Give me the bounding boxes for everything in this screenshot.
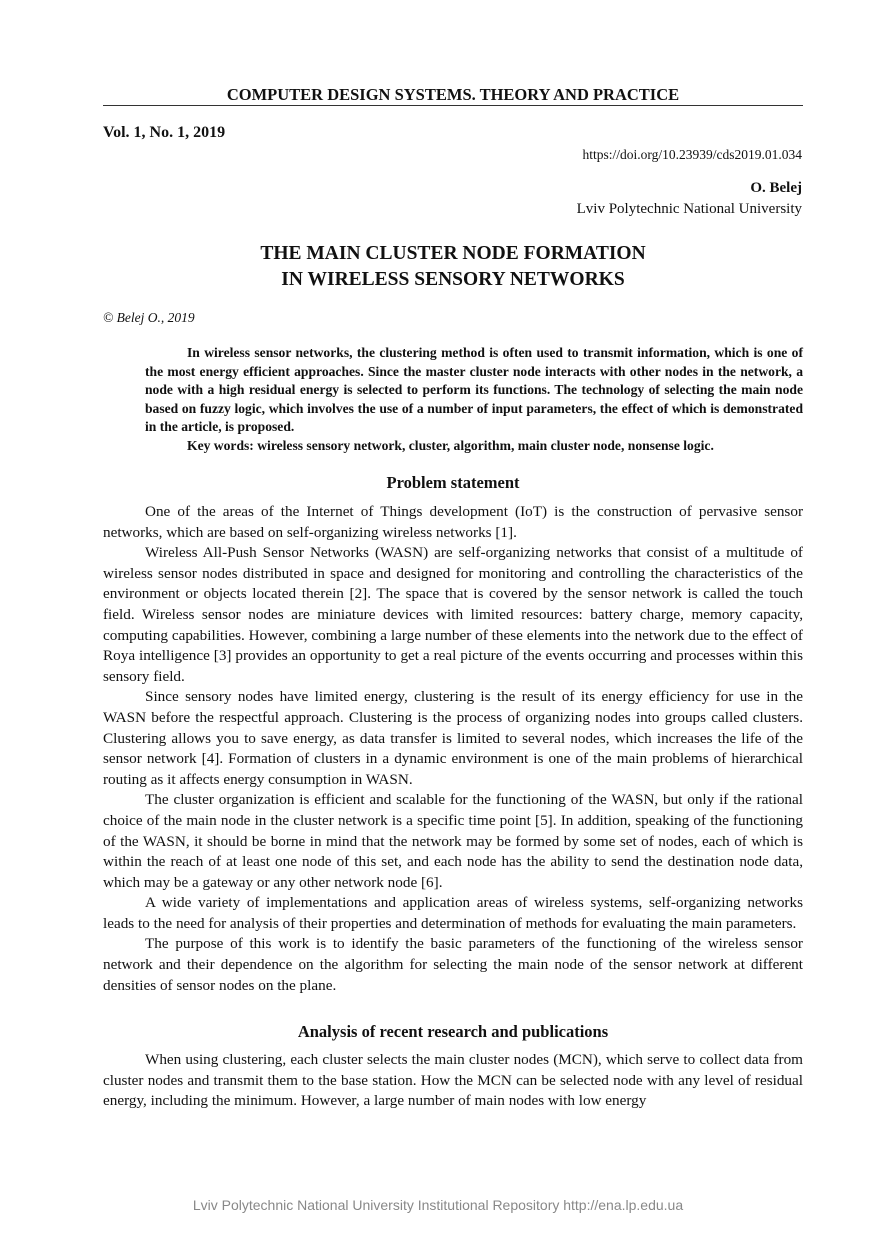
paragraph: One of the areas of the Internet of Things development (IoT) is the construction of pervasive sensor networks, which are based on self-organizing wireless networks [1]. [103,503,803,541]
header-rule [103,105,803,106]
author-name: O. Belej [750,180,802,196]
keywords: Key words: wireless sensory network, cluster, algorithm, main cluster node, nonsense logic. [187,437,714,453]
paragraph: Wireless All-Push Sensor Networks (WASN) are self-organizing networks that consist of a multitude of wireless sensor nodes distributed in space and designed for monitoring and controlling the characteristics of the environment or objects located therein [2]. The space that is covered by the sensor network is called the touch field. Wireless sensor nodes are miniature devices with limited resources: battery charge, memory capacity, computing capabilities. However, combining a large number of these elements into the network due to the effect of Roya intelligence [3] provides an opportunity to get a real picture of the events occurring and processes within this sensory field. [103,544,803,685]
title-line-1: THE MAIN CLUSTER NODE FORMATION [260,243,646,264]
title-line-2: IN WIRELESS SENSORY NETWORKS [281,269,625,290]
doi-link[interactable]: https://doi.org/10.23939/cds2019.01.034 [582,147,802,162]
section-body [103,502,803,996]
paragraph: The cluster organization is efficient and scalable for the functioning of the WASN, but only if the rational choice of the main node in the cluster network is a specific time point [5]. In addition, speaking of the functioning of the WASN, it should be borne in mind that the network may be formed by some set of nodes, each of which is within the reach of at least one node of this set, and each node has the ability to send the destination node data, which may be a gateway or any other network node [6]. [103,791,803,891]
volume-info: Vol. 1, No. 1, 2019 [103,124,226,141]
section-heading: Problem statement [386,473,520,492]
abstract [145,344,803,456]
paragraph: The purpose of this work is to identify the basic parameters of the functioning of the wireless sensor network and their dependence on the algorithm for selecting the main node of the sensor network at different densities of sensor nodes on the plane. [103,935,803,994]
paragraph: When using clustering, each cluster selects the main cluster nodes (MCN), which serve to collect data from cluster nodes and transmit them to the base station. How the MCN can be selected node with any level of residual energy, including the minimum. However, a large number of main nodes with low energy [103,1051,803,1110]
repository-footer: Lviv Polytechnic National University Institutional Repository http://ena.lp.edu.ua [192,1197,684,1213]
paragraph: A wide variety of implementations and application areas of wireless systems, self-organizing networks leads to the need for analysis of their properties and determination of methods for evaluating the main parameters. [103,894,803,932]
section-heading: Analysis of recent research and publications [297,1022,609,1041]
paper-title [103,241,803,293]
author-affiliation: Lviv Polytechnic National University [576,201,802,217]
journal-title: COMPUTER DESIGN SYSTEMS. THEORY AND PRACTICE [226,85,680,104]
section-body [103,1050,803,1112]
abstract-text: In wireless sensor networks, the clustering method is often used to transmit information, which is one of the most energy efficient approaches. Since the master cluster node interacts with other nodes in the network, a node with a high residual energy is selected to perform its functions. The technology of selecting the main node based on fuzzy logic, which involves the use of a number of input parameters, the effect of which is demonstrated in the article, is proposed. [145,345,803,435]
paragraph: Since sensory nodes have limited energy, clustering is the result of its energy efficiency for use in the WASN before the respectful approach. Clustering is the process of organizing nodes into groups called clusters. Clustering allows you to save energy, as data transfer is limited to several nodes, which increases the life of the sensor network [4]. Formation of clusters in a dynamic environment is one of the main problems of hierarchical routing as it affects energy consumption in WASN. [103,688,803,788]
copyright: © Belej O., 2019 [103,310,195,325]
